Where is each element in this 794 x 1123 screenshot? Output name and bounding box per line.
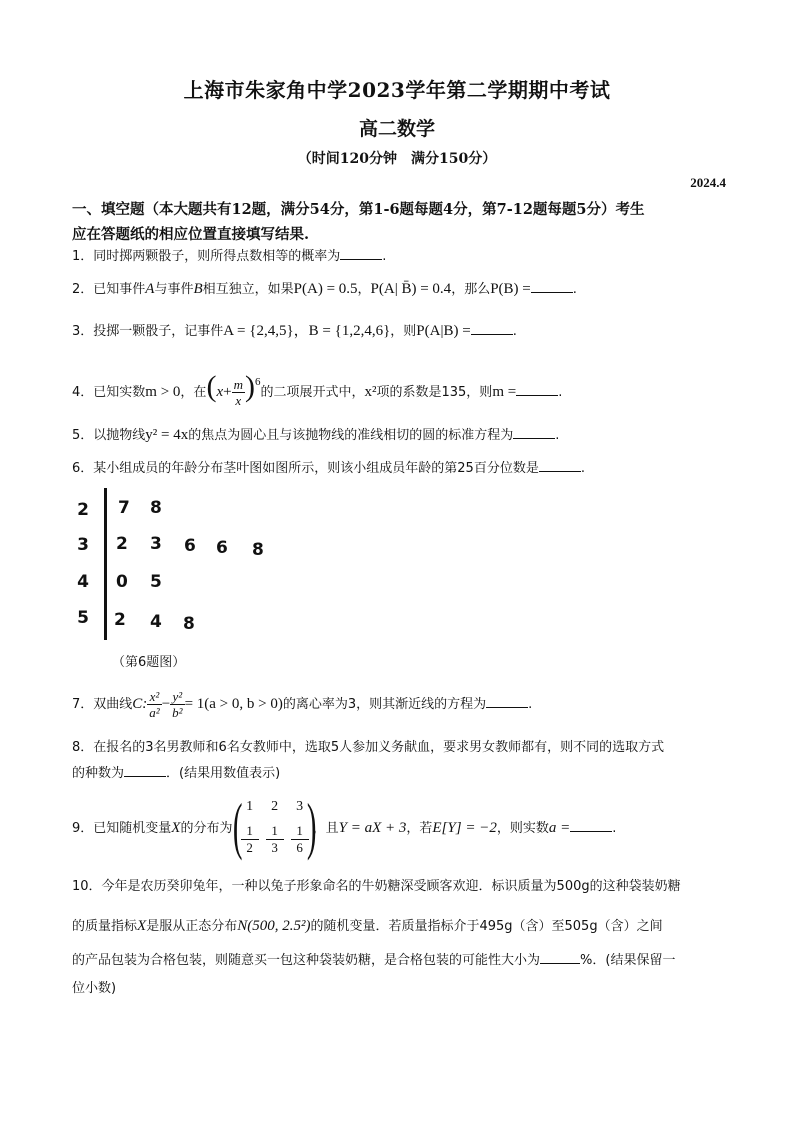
question-1-text: 1．同时掷两颗骰子，则所得点数相等的概率为 bbox=[72, 249, 341, 264]
exam-time-info: （时间120分钟 满分150分） bbox=[297, 151, 497, 167]
question-6-text: 6．某小组成员的年龄分布茎叶图如图所示，则该小组成员年龄的第25百分位数是 bbox=[72, 461, 539, 476]
math-X: X bbox=[171, 820, 181, 836]
figure-caption-q6: （第6题图） bbox=[112, 655, 186, 670]
dist-value: 3 bbox=[296, 798, 304, 814]
question-2-text-b: 与事件 bbox=[154, 282, 194, 297]
leaf: 8 bbox=[150, 498, 162, 518]
leaf: 5 bbox=[150, 572, 162, 592]
question-9: 9．已知随机变量X的分布为 ( 1 2 3 1 2 1 3 1 6 ) ，且Y = aX + 3，若E[Y] = −2，则实数a = . bbox=[72, 796, 732, 860]
math-m-eq: m = bbox=[492, 384, 517, 400]
question-9-text-b: 的分布为 bbox=[180, 821, 233, 836]
question-3-text-b: ，则 bbox=[390, 324, 417, 339]
answer-blank-2 bbox=[531, 278, 573, 293]
answer-blank-9 bbox=[570, 817, 612, 832]
math-A: A bbox=[145, 281, 155, 297]
stem-4: 4 bbox=[77, 572, 89, 592]
stem-3: 3 bbox=[77, 535, 89, 555]
dist-value: 2 bbox=[271, 798, 279, 814]
math-p-a-given-b: P(A|B) = bbox=[416, 323, 471, 339]
math-B: B bbox=[193, 281, 203, 297]
answer-blank-3 bbox=[471, 320, 513, 335]
math-C: C: bbox=[132, 696, 148, 712]
math-x-squared: x² bbox=[364, 384, 377, 400]
question-2-text-d: ，那么 bbox=[451, 282, 491, 297]
question-7-text-a: 7．双曲线 bbox=[72, 697, 133, 712]
leaf: 7 bbox=[118, 498, 130, 518]
question-8-tail: ．(结果用数值表示) bbox=[166, 766, 281, 781]
math-pb: P(B) = bbox=[490, 281, 531, 297]
question-2: 2．已知事件A与事件B相互独立，如果P(A) = 0.5，P(A| B̄) = 0.4，那么P(B) = . bbox=[72, 278, 732, 301]
stem-2: 2 bbox=[77, 500, 89, 520]
math-Y-def: Y = aX + 3 bbox=[338, 820, 407, 836]
answer-blank-6 bbox=[539, 457, 581, 472]
math-normal-dist: N(500, 2.5²) bbox=[237, 918, 311, 934]
question-10-line1: 10．今年是农历癸卯兔年，一种以兔子形象命名的牛奶糖深受顾客欢迎．标识质量为500g的这种袋装奶糖 bbox=[72, 879, 681, 894]
question-7-text-b: 的离心率为3，则其渐近线的方程为 bbox=[282, 697, 487, 712]
section-heading bbox=[72, 197, 724, 247]
math-pa: P(A) = 0.5 bbox=[293, 281, 358, 297]
question-8-line2: 的种数为 bbox=[72, 766, 125, 781]
math-EY: E[Y] = −2 bbox=[432, 820, 497, 836]
question-10-line2: 的质量指标X是服从正态分布N(500, 2.5²)的随机变量．若质量指标介于495g（含）至505g（含）之间 bbox=[72, 918, 663, 934]
question-10 bbox=[72, 876, 732, 1000]
leaf: 2 bbox=[114, 610, 126, 630]
question-3-text-a: 3．投掷一颗骰子，记事件 bbox=[72, 324, 224, 339]
math-binom-x: x bbox=[216, 384, 224, 400]
dist-value: 1 bbox=[246, 798, 254, 814]
question-8 bbox=[72, 737, 732, 785]
math-X: X bbox=[137, 918, 147, 934]
question-9-text-c: ，且 bbox=[312, 821, 339, 836]
leaf: 8 bbox=[183, 614, 195, 634]
dist-prob: 1 3 bbox=[266, 823, 284, 856]
answer-blank-5 bbox=[513, 424, 555, 439]
question-2-text-a: 2．已知事件 bbox=[72, 282, 146, 297]
math-frac-m-over-x: $\frac{m}{x}$ bbox=[233, 377, 243, 408]
question-2-text-c: 相互独立，如果 bbox=[202, 282, 294, 297]
question-5: 5．以抛物线y² = 4x的焦点为圆心且与该抛物线的准线相切的圆的标准方程为 . bbox=[72, 424, 732, 447]
math-frac-y2-b2: $\frac{\text{y²}}{\text{b²}}$ bbox=[172, 689, 183, 720]
question-4: 4．已知实数m > 0，在(x+ $\frac{m}{x}$ )$^6$的二项展开式中，x²项的系数是135，则m = . bbox=[72, 370, 563, 408]
question-6: 6．某小组成员的年龄分布茎叶图如图所示，则该小组成员年龄的第25百分位数是 . bbox=[72, 457, 732, 480]
math-binom-plus: + bbox=[223, 384, 232, 400]
question-3: 3．投掷一颗骰子，记事件A = {2,4,5}，B = {1,2,4,6}，则P(A|B) = . bbox=[72, 320, 732, 343]
answer-blank-1 bbox=[340, 245, 382, 260]
answer-blank-10 bbox=[540, 949, 580, 964]
question-4-text-c: 的二项展开式中， bbox=[260, 385, 365, 400]
leaf: 6 bbox=[184, 536, 196, 556]
question-5-text-a: 5．以抛物线 bbox=[72, 428, 146, 443]
question-4-text-d: 项的系数是135，则 bbox=[376, 385, 493, 400]
stem-5: 5 bbox=[77, 608, 89, 628]
dist-prob: 1 6 bbox=[291, 823, 309, 856]
question-10-line4: 位小数) bbox=[72, 981, 117, 996]
question-9-text-d: ，若 bbox=[406, 821, 433, 836]
answer-blank-8 bbox=[124, 762, 166, 777]
question-9-text-a: 9．已知随机变量 bbox=[72, 821, 172, 836]
leaf: 3 bbox=[150, 534, 162, 554]
section-heading-line1: 一、填空题（本大题共有12题，满分54分，第1-6题每题4分，第7-12题每题5分）考生 bbox=[72, 201, 645, 218]
exam-subtitle: 高二数学 bbox=[358, 118, 435, 140]
exam-date: 2024.4 bbox=[690, 175, 726, 190]
answer-blank-7 bbox=[486, 693, 528, 708]
question-9-text-e: ，则实数 bbox=[496, 821, 549, 836]
math-m-positive: m > 0 bbox=[145, 384, 181, 400]
question-10-line3: 的产品包装为合格包装，则随意买一包这种袋装奶糖，是合格包装的可能性大小为 %．(结果保留一 bbox=[72, 949, 732, 972]
math-frac-x2-a2: $\frac{\text{x²}}{\text{a²}}$ bbox=[149, 689, 160, 720]
question-4-text-a: 4．已知实数 bbox=[72, 385, 146, 400]
leaf: 6 bbox=[216, 538, 228, 558]
leaf: 0 bbox=[116, 572, 128, 592]
leaf: 8 bbox=[252, 540, 264, 560]
question-4-text-b: ，在 bbox=[180, 385, 207, 400]
exam-title: 上海市朱家角中学2023学年第二学期期中考试 bbox=[183, 78, 611, 102]
math-parabola: y² = 4x bbox=[145, 427, 189, 443]
question-7: 7．双曲线C: $\frac{\text{x²}}{\text{a²}}$ − $\frac{\text{y²}}{\text{b²}}$ = 1(a > 0, b > 0)的离心率为3，则其渐近线的方程为 . bbox=[72, 689, 533, 720]
question-5-text-b: 的焦点为圆心且与该抛物线的准线相切的圆的标准方程为 bbox=[188, 428, 514, 443]
leaf: 4 bbox=[150, 612, 162, 632]
answer-blank-4 bbox=[516, 381, 558, 396]
dist-prob: 1 2 bbox=[241, 823, 259, 856]
math-a-eq: a = bbox=[548, 820, 571, 836]
question-8-line1: 8．在报名的3名男教师和6名女教师中，选取5人参加义务献血，要求男女教师都有，则不同的选取方式 bbox=[72, 740, 665, 755]
question-1: 1．同时掷两颗骰子，则所得点数相等的概率为 . bbox=[72, 245, 732, 268]
question-8-line2-wrap bbox=[72, 762, 732, 785]
math-set-A: A = {2,4,5} bbox=[223, 323, 294, 339]
math-set-B: ，B = {1,2,4,6} bbox=[293, 323, 391, 339]
section-heading-line2: 应在答题纸的相应位置直接填写结果. bbox=[72, 226, 310, 243]
math-hyperbola-cond: = 1(a > 0, b > 0) bbox=[184, 696, 283, 712]
stem-leaf-divider bbox=[104, 488, 107, 640]
math-pab: P(A| B̄) = 0.4 bbox=[370, 281, 452, 297]
math-exponent-6: 6 bbox=[254, 375, 261, 388]
leaf: 2 bbox=[116, 534, 128, 554]
distribution-matrix: ( 1 2 3 1 2 1 3 1 6 ) bbox=[237, 797, 313, 861]
